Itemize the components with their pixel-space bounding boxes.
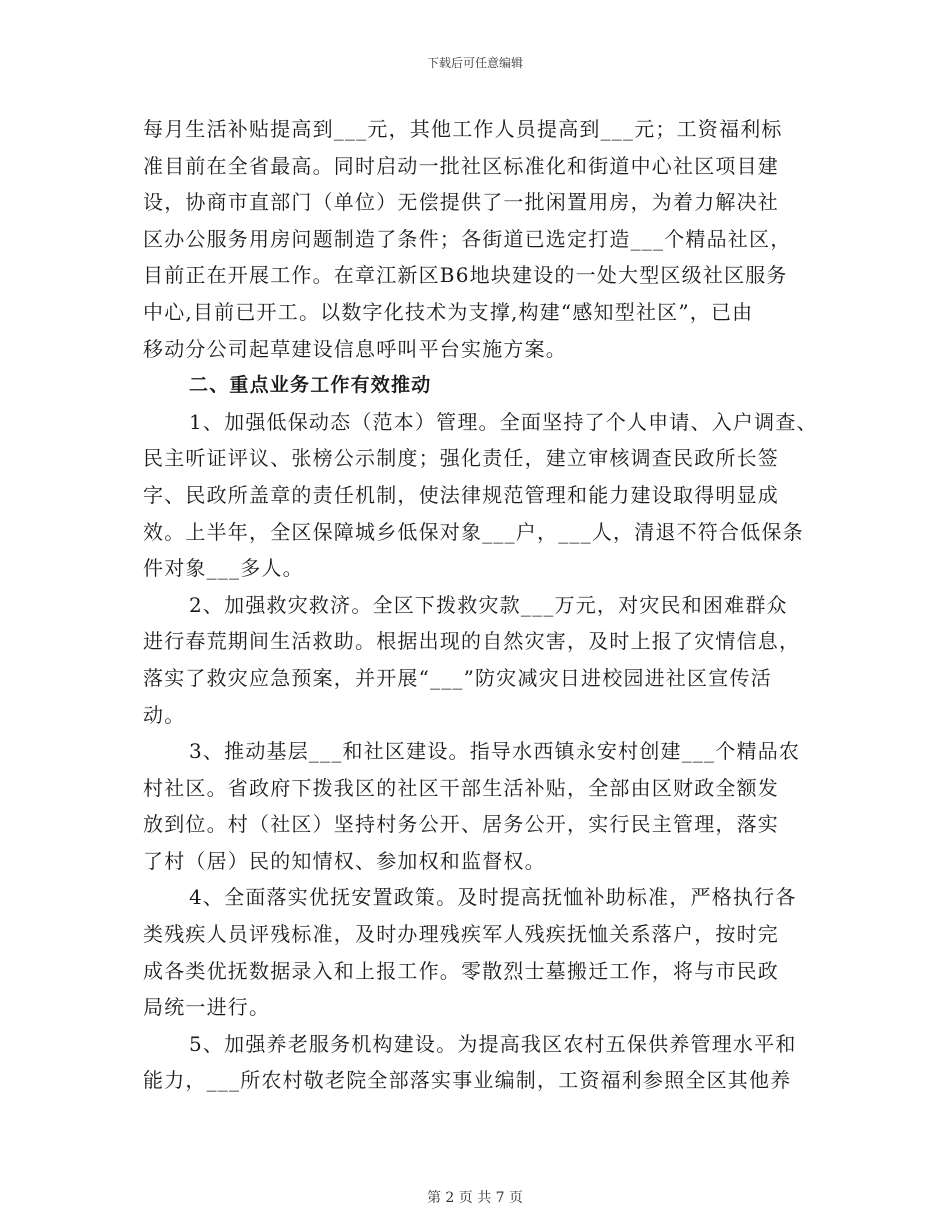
paragraph-line: 村社区。省政府下拨我区的社区干部生活补贴，全部由区财政全额发 — [143, 775, 779, 800]
paragraph-line: 效。上半年，全区保障城乡低保对象___户，___人，清退不符合低保条 — [143, 519, 804, 544]
paragraph-line: 了村（居）民的知情权、参加权和监督权。 — [143, 848, 546, 873]
paragraph-line: 1、加强低保动态（范本）管理。全面坚持了个人申请、入户调查、 — [189, 409, 818, 434]
paragraph-line: 4、全面落实优抚安置政策。及时提高抚恤补助标准，严格执行各 — [189, 885, 797, 910]
paragraph-line: 字、民政所盖章的责任机制，使法律规范管理和能力建设取得明显成 — [143, 482, 779, 507]
paragraph-line: 5、加强养老服务机构建设。为提高我区农村五保供养管理水平和 — [189, 1031, 797, 1056]
paragraph-line: 放到位。村（社区）坚持村务公开、居务公开，实行民主管理，落实 — [143, 812, 779, 837]
section-heading: 二、重点业务工作有效推动 — [189, 374, 432, 397]
paragraph-line: 类残疾人员评残标准，及时办理残疾军人残疾抚恤关系落户，按时完 — [143, 922, 779, 947]
paragraph-line: 局统一进行。 — [143, 995, 271, 1020]
paragraph-line: 准目前在全省最高。同时启动一批社区标准化和街道中心社区项目建 — [143, 153, 779, 178]
document-body — [143, 111, 833, 1099]
paragraph-line: 2、加强救灾救济。全区下拨救灾款___万元，对灾民和困难群众 — [189, 592, 788, 617]
paragraph-line: 移动分公司起草建设信息呼叫平台实施方案。 — [143, 336, 567, 361]
paragraph-line: 动。 — [143, 702, 186, 727]
paragraph-line: 区办公服务用房问题制造了条件；各街道已选定打造___个精品社区， — [143, 226, 792, 251]
paragraph-line: 成各类优抚数据录入和上报工作。零散烈士墓搬迁工作，将与市民政 — [143, 958, 779, 983]
paragraph-line: 设，协商市直部门（单位）无偿提供了一批闲置用房，为着力解决社 — [143, 190, 779, 215]
paragraph-line: 每月生活补贴提高到___元，其他工作人员提高到___元；工资福利标 — [143, 117, 783, 141]
paragraph-line: 落实了救灾应急预案，并开展“___”防灾减灾日进校园进社区宣传活 — [143, 665, 772, 690]
paragraph-line: 民主听证评议、张榜公示制度；强化责任，建立审核调查民政所长签 — [143, 446, 779, 471]
paragraph-line: 进行春荒期间生活救助。根据出现的自然灾害，及时上报了灾情信息， — [143, 629, 801, 654]
paragraph-line: 中心,目前已开工。以数字化技术为支撑,构建“感知型社区”，已由 — [143, 299, 754, 324]
paragraph-line: 3、推动基层___和社区建设。指导水西镇永安村创建___个精品农 — [189, 739, 801, 764]
page-footer: 第 2 页 共 7 页 — [426, 1190, 524, 1206]
page-header: 下载后可任意编辑 — [426, 56, 523, 70]
paragraph-line: 件对象___多人。 — [143, 556, 304, 581]
paragraph-line: 能力，___所农村敬老院全部落实事业编制，工资福利参照全区其他养 — [143, 1068, 792, 1093]
paragraph-line: 目前正在开展工作。在章江新区B6地块建设的一处大型区级社区服务 — [143, 263, 788, 288]
